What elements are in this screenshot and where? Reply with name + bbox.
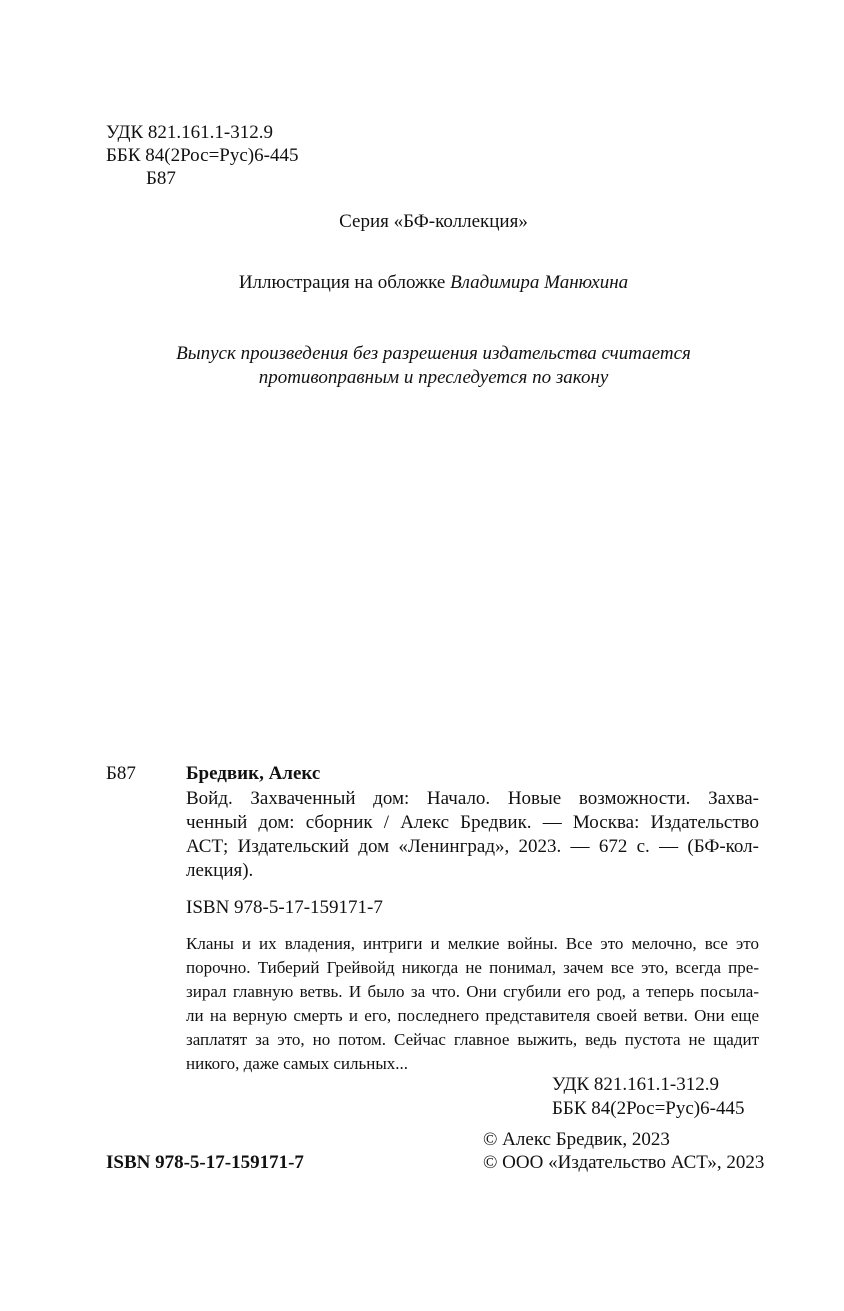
legal-notice-line-2: противоправным и преследуется по закону <box>258 367 609 388</box>
description-line: ченный дом: сборник / Алекс Бредвик. — Москва: Издательство <box>186 812 759 833</box>
bbk-code: ББК 84(2Рос=Рус)6-445 <box>106 145 299 166</box>
illustration-credit <box>106 271 761 295</box>
annotation-line: Кланы и их владения, интриги и мелкие войны. Все это мелочно, все это <box>186 934 759 953</box>
catalog-annotation <box>186 932 759 1076</box>
illustration-artist: Владимира Манюхина <box>450 272 629 293</box>
copyright-publisher: © ООО «Издательство АСТ», 2023 <box>483 1152 765 1173</box>
description-line: АСТ; Издательский дом «Ленинград», 2023. — 672 с. — (БФ-кол- <box>186 836 759 857</box>
description-line: лекция). <box>186 860 254 881</box>
illustration-prefix: Иллюстрация на обложке <box>238 272 451 293</box>
series-line: Серия «БФ-коллекция» <box>339 211 528 232</box>
catalog-author: Бредвик, Алекс <box>186 763 321 784</box>
catalog-udk: УДК 821.161.1-312.9 <box>552 1074 719 1095</box>
description-line: Войд. Захваченный дом: Начало. Новые возможности. Захва- <box>186 788 759 809</box>
footer-isbn: ISBN 978-5-17-159171-7 <box>106 1152 304 1173</box>
author-mark: Б87 <box>146 168 176 189</box>
copyright-author: © Алекс Бредвик, 2023 <box>483 1129 670 1150</box>
annotation-line: заплатят за это, но потом. Сейчас главное выжить, ведь пустота не щадит <box>186 1030 759 1049</box>
udk-code: УДК 821.161.1-312.9 <box>106 122 273 143</box>
catalog-bbk: ББК 84(2Рос=Рус)6-445 <box>552 1098 745 1119</box>
catalog-mark: Б87 <box>106 763 136 784</box>
legal-notice-line-1: Выпуск произведения без разрешения издательства считается <box>176 343 691 364</box>
annotation-line: ли на верную смерть и его, последнего представителя своей ветви. Они еще <box>186 1006 759 1025</box>
annotation-line: никого, даже самых сильных... <box>186 1054 409 1073</box>
annotation-line: зирал главную ветвь. И было за что. Они сгубили его род, а теперь посыла- <box>186 982 759 1001</box>
catalog-isbn: ISBN 978-5-17-159171-7 <box>186 897 383 918</box>
catalog-description <box>186 787 759 883</box>
annotation-line: порочно. Тиберий Грейвойд никогда не понимал, зачем все это, всегда пре- <box>186 958 759 977</box>
